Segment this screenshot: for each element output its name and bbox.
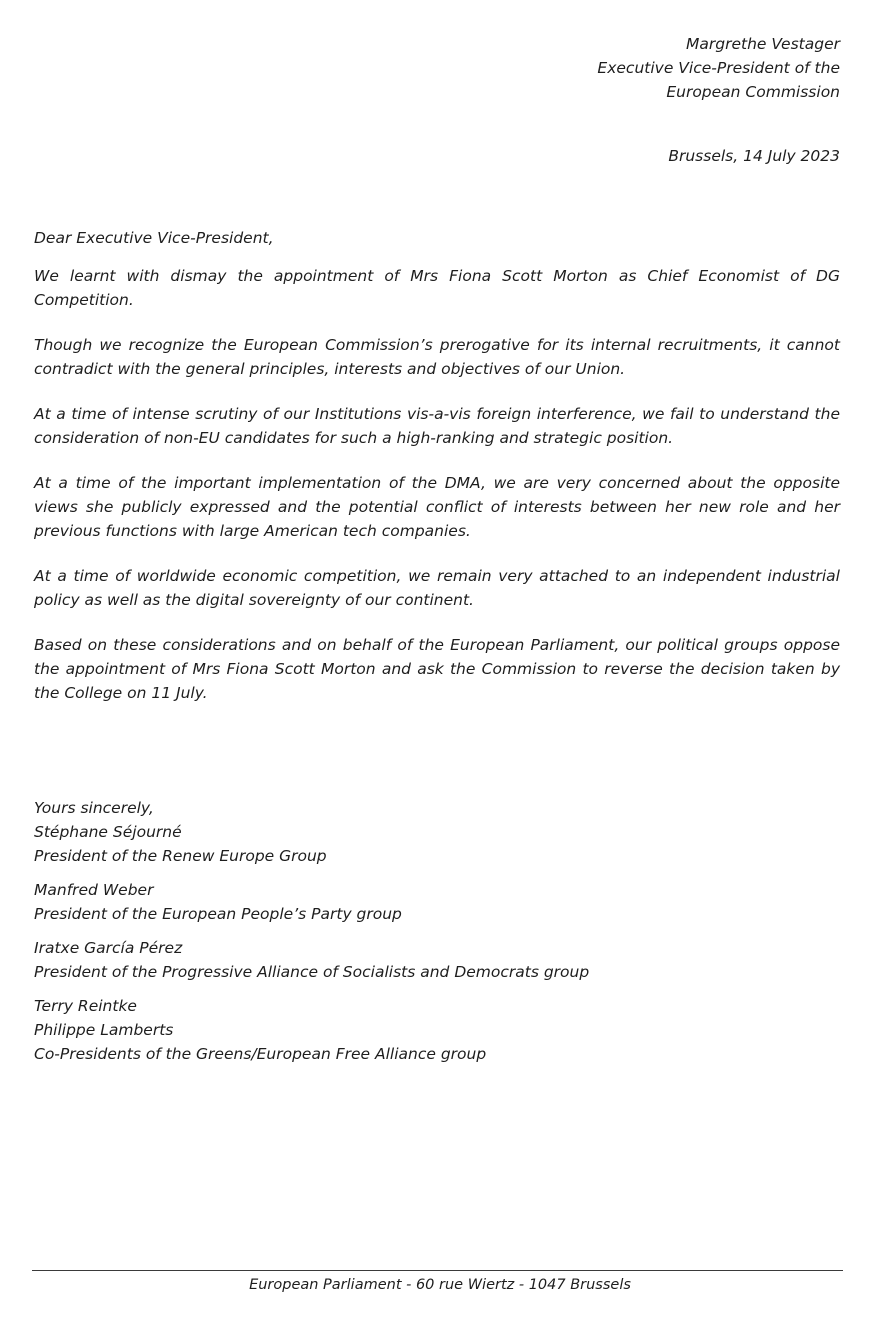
footer-divider — [32, 1270, 843, 1271]
paragraph-3: At a time of intense scrutiny of our Institutions vis-a-vis foreign interference, we fail to understand the consideration of non-EU candidates for such a high-ranking and strategic position. — [34, 405, 840, 447]
signatory-group — [34, 820, 734, 868]
recipient-title-line-1: Executive Vice-President of the — [597, 59, 840, 77]
paragraph-2: Though we recognize the European Commission’s prerogative for its internal recruitments, it cannot contradict with the general principles, interests and objectives of our Union. — [34, 336, 840, 378]
signatory-name: Iratxe García Pérez — [34, 939, 183, 957]
recipient-block — [340, 32, 840, 104]
letter-date: Brussels, 14 July 2023 — [668, 147, 840, 165]
signatory-group — [34, 878, 734, 926]
closing-block — [34, 796, 734, 1076]
paragraph-6: Based on these considerations and on behalf of the European Parliament, our political groups oppose the appointment of Mrs Fiona Scott Morton and ask the Commission to reverse the decision taken by the College on 11 July. — [34, 636, 840, 702]
paragraph-1: We learnt with dismay the appointment of Mrs Fiona Scott Morton as Chief Economist of DG Competition. — [34, 267, 840, 309]
signatory-name: Philippe Lamberts — [34, 1021, 174, 1039]
signatory-name: Terry Reintke — [34, 997, 137, 1015]
signatory-role: Co-Presidents of the Greens/European Free Alliance group — [34, 1045, 487, 1063]
paragraph-4: At a time of the important implementation of the DMA, we are very concerned about the opposite views she publicly expressed and the potential conflict of interests between her new role and her previous functions with large American tech companies. — [34, 474, 840, 540]
recipient-title-line-2: European Commission — [666, 83, 840, 101]
footer-address: European Parliament - 60 rue Wiertz - 1047 Brussels — [249, 1277, 631, 1293]
signatory-name: Manfred Weber — [34, 881, 154, 899]
signatory-role: President of the Progressive Alliance of Socialists and Democrats group — [34, 963, 590, 981]
signatory-name: Stéphane Séjourné — [34, 823, 182, 841]
signatory-group — [34, 994, 734, 1066]
signatory-role: President of the Renew Europe Group — [34, 847, 327, 865]
letter-body — [34, 226, 840, 726]
closing-phrase: Yours sincerely, — [34, 799, 154, 817]
signatory-group — [34, 936, 734, 984]
paragraph-5: At a time of worldwide economic competition, we remain very attached to an independent industrial policy as well as the digital sovereignty of our continent. — [34, 567, 840, 609]
recipient-name: Margrethe Vestager — [686, 35, 840, 53]
salutation: Dear Executive Vice-President, — [34, 229, 274, 247]
signatory-role: President of the European People’s Party group — [34, 905, 402, 923]
